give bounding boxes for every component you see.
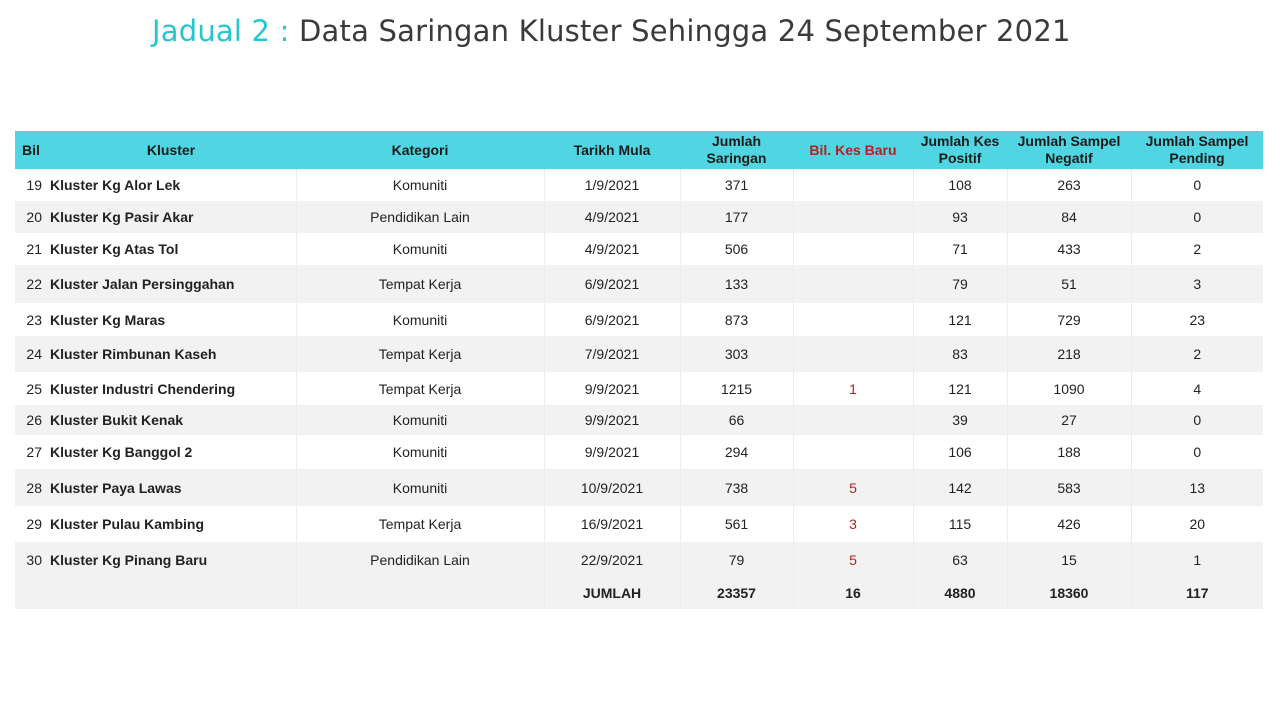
cell-bil: 25: [26, 380, 42, 397]
cell-bil: 27: [26, 444, 42, 460]
cell-tarikh-mula: 1/9/2021: [544, 169, 680, 201]
cell-bil: 29: [26, 516, 42, 532]
table-row: [15, 265, 1263, 303]
cell-tarikh-mula: 22/9/2021: [544, 542, 680, 577]
cell-kes-positif: 93: [913, 201, 1007, 233]
cell-tarikh-mula: 9/9/2021: [544, 435, 680, 469]
cell-kluster: Kluster Kg Alor Lek: [46, 169, 296, 201]
cell-tarikh-mula: 10/9/2021: [544, 469, 680, 506]
cell-sampel-pending: 0: [1193, 444, 1202, 460]
header-jumlah-sampel-pending: [1131, 131, 1263, 169]
cell-kluster: Kluster Kg Atas Tol: [46, 233, 296, 265]
cell-kes-baru: 1: [793, 372, 913, 405]
cell-kategori: Komuniti: [296, 405, 544, 435]
cell-jumlah-saringan: 79: [680, 542, 793, 577]
total-sampel-negatif: 18360: [1007, 577, 1131, 609]
table-row: [15, 372, 1263, 405]
cell-kes-baru: [793, 201, 913, 233]
cell-bil: 19: [26, 177, 42, 193]
cell-kluster: Kluster Rimbunan Kaseh: [46, 336, 296, 372]
page-title: [152, 14, 1071, 48]
cell-jumlah-saringan: 506: [680, 233, 793, 265]
cell-sampel-negatif: 27: [1007, 405, 1131, 435]
cell-sampel-pending: 2: [1193, 346, 1202, 362]
header-pending-line2: Pending: [1169, 150, 1225, 166]
cell-kes-positif: 121: [913, 372, 1007, 405]
total-label: JUMLAH: [544, 577, 680, 609]
title-main: Data Saringan Kluster Sehingga 24 September 2021: [299, 14, 1071, 48]
cell-kes-positif: 83: [913, 336, 1007, 372]
cell-kluster: Kluster Jalan Persinggahan: [46, 265, 296, 303]
cell-jumlah-saringan: 873: [680, 303, 793, 336]
cell-jumlah-saringan: 133: [680, 265, 793, 303]
table-header-row: [15, 131, 1263, 169]
cell-kes-baru: [793, 303, 913, 336]
cell-kes-positif: 121: [913, 303, 1007, 336]
cell-sampel-pending: 23: [1189, 311, 1206, 328]
cell-kluster: Kluster Industri Chendering: [46, 372, 296, 405]
cell-bil: 24: [26, 346, 42, 362]
cell-kategori: Komuniti: [296, 169, 544, 201]
cell-kes-positif: 142: [913, 469, 1007, 506]
cell-kluster: Kluster Kg Maras: [46, 303, 296, 336]
cell-jumlah-saringan: 561: [680, 506, 793, 542]
cell-sampel-pending: 20: [1189, 516, 1206, 532]
table-row: [15, 506, 1263, 542]
header-jumlah-saringan: [680, 131, 793, 169]
table-row: [15, 233, 1263, 265]
cell-kes-positif: 71: [913, 233, 1007, 265]
cell-kes-baru: 5: [793, 542, 913, 577]
cell-jumlah-saringan: 66: [680, 405, 793, 435]
cell-kategori: Tempat Kerja: [296, 506, 544, 542]
cell-kes-baru: [793, 169, 913, 201]
cell-sampel-negatif: 263: [1007, 169, 1131, 201]
cell-jumlah-saringan: 738: [680, 469, 793, 506]
cell-tarikh-mula: 6/9/2021: [544, 303, 680, 336]
cell-tarikh-mula: 9/9/2021: [544, 405, 680, 435]
header-negatif-line2: Negatif: [1045, 150, 1093, 166]
cell-jumlah-saringan: 303: [680, 336, 793, 372]
header-saringan-line1: Jumlah: [711, 133, 761, 149]
cell-kategori: Komuniti: [296, 469, 544, 506]
cell-bil: 20: [26, 209, 42, 225]
cell-tarikh-mula: 4/9/2021: [544, 201, 680, 233]
header-bil: Bil: [15, 131, 46, 169]
cell-bil: 23: [26, 311, 42, 328]
table-row: [15, 405, 1263, 435]
cell-sampel-pending: 0: [1193, 209, 1202, 225]
cell-sampel-negatif: 15: [1007, 542, 1131, 577]
cell-kategori: Komuniti: [296, 435, 544, 469]
cell-kategori: Komuniti: [296, 303, 544, 336]
cell-kes-positif: 39: [913, 405, 1007, 435]
cell-jumlah-saringan: 1215: [680, 372, 793, 405]
cell-kluster: Kluster Kg Pinang Baru: [46, 542, 296, 577]
header-negatif-line1: Jumlah Sampel: [1017, 133, 1121, 149]
total-jumlah-saringan: 23357: [680, 577, 793, 609]
total-empty-cell: [46, 577, 296, 609]
cell-sampel-negatif: 433: [1007, 233, 1131, 265]
header-kategori: Kategori: [296, 131, 544, 169]
table-row: [15, 169, 1263, 201]
cell-kes-baru: [793, 435, 913, 469]
cell-sampel-negatif: 1090: [1007, 372, 1131, 405]
cell-tarikh-mula: 6/9/2021: [544, 265, 680, 303]
title-prefix: Jadual 2 :: [152, 14, 290, 48]
cell-bil: 28: [26, 479, 42, 496]
total-kes-positif: 4880: [913, 577, 1007, 609]
cell-sampel-negatif: 583: [1007, 469, 1131, 506]
table-row: [15, 469, 1263, 506]
cell-kategori: Pendidikan Lain: [296, 201, 544, 233]
cell-kes-baru: [793, 336, 913, 372]
header-positif-line1: Jumlah Kes: [920, 133, 1000, 149]
cell-sampel-negatif: 218: [1007, 336, 1131, 372]
cell-bil: 26: [26, 412, 42, 428]
header-jumlah-kes-positif: [913, 131, 1007, 169]
cell-kluster: Kluster Pulau Kambing: [46, 506, 296, 542]
total-kes-baru: 16: [793, 577, 913, 609]
cell-kes-positif: 115: [913, 506, 1007, 542]
cell-jumlah-saringan: 294: [680, 435, 793, 469]
total-empty-cell: [15, 577, 46, 609]
cell-kluster: Kluster Paya Lawas: [46, 469, 296, 506]
cell-sampel-pending: 2: [1193, 241, 1202, 257]
cell-bil: 22: [26, 276, 42, 292]
header-tarikh-mula: Tarikh Mula: [544, 131, 680, 169]
cell-sampel-pending: 0: [1193, 412, 1202, 428]
cell-kes-baru: 5: [793, 469, 913, 506]
cell-tarikh-mula: 16/9/2021: [544, 506, 680, 542]
cell-bil: 30: [26, 551, 42, 568]
cell-kluster: Kluster Kg Pasir Akar: [46, 201, 296, 233]
cell-tarikh-mula: 7/9/2021: [544, 336, 680, 372]
table-body: [15, 169, 1263, 577]
cell-kes-positif: 108: [913, 169, 1007, 201]
header-positif-line2: Positif: [938, 150, 982, 166]
cell-kes-positif: 106: [913, 435, 1007, 469]
cell-jumlah-saringan: 177: [680, 201, 793, 233]
header-bil-kes-baru: Bil. Kes Baru: [793, 131, 913, 169]
cell-kategori: Tempat Kerja: [296, 265, 544, 303]
cell-sampel-pending: 13: [1189, 479, 1206, 496]
cell-kes-positif: 79: [913, 265, 1007, 303]
header-pending-line1: Jumlah Sampel: [1145, 133, 1249, 149]
cell-sampel-negatif: 51: [1007, 265, 1131, 303]
cell-sampel-pending: 3: [1193, 276, 1202, 292]
header-jumlah-sampel-negatif: [1007, 131, 1131, 169]
total-sampel-pending: 117: [1131, 577, 1263, 609]
cell-sampel-pending: 1: [1193, 551, 1202, 568]
cell-tarikh-mula: 9/9/2021: [544, 372, 680, 405]
table-row: [15, 303, 1263, 336]
cell-jumlah-saringan: 371: [680, 169, 793, 201]
cell-sampel-negatif: 84: [1007, 201, 1131, 233]
table-row: [15, 201, 1263, 233]
cell-sampel-negatif: 729: [1007, 303, 1131, 336]
table-row: [15, 336, 1263, 372]
cell-bil: 21: [26, 241, 42, 257]
total-row: [15, 577, 1263, 609]
cell-kes-baru: [793, 265, 913, 303]
cell-sampel-pending: 0: [1193, 177, 1202, 193]
cell-kes-baru: [793, 405, 913, 435]
cell-sampel-pending: 4: [1193, 380, 1202, 397]
cell-kes-baru: 3: [793, 506, 913, 542]
cell-kes-baru: [793, 233, 913, 265]
cell-kluster: Kluster Bukit Kenak: [46, 405, 296, 435]
header-kluster: Kluster: [46, 131, 296, 169]
cell-sampel-negatif: 426: [1007, 506, 1131, 542]
cell-tarikh-mula: 4/9/2021: [544, 233, 680, 265]
table-row: [15, 542, 1263, 577]
header-saringan-line2: Saringan: [706, 150, 767, 166]
table-row: [15, 435, 1263, 469]
cell-kategori: Tempat Kerja: [296, 336, 544, 372]
cell-sampel-negatif: 188: [1007, 435, 1131, 469]
cell-kluster: Kluster Kg Banggol 2: [46, 435, 296, 469]
cell-kategori: Tempat Kerja: [296, 372, 544, 405]
total-empty-cell: [296, 577, 544, 609]
cell-kategori: Komuniti: [296, 233, 544, 265]
cluster-table: [15, 131, 1263, 609]
cell-kes-positif: 63: [913, 542, 1007, 577]
cell-kategori: Pendidikan Lain: [296, 542, 544, 577]
